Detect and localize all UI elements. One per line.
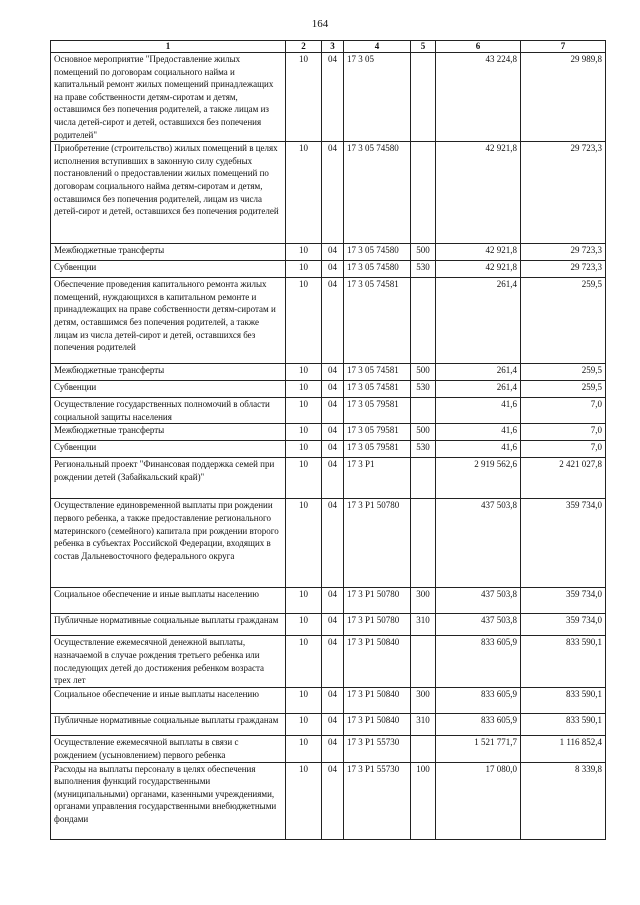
table-row <box>51 398 606 424</box>
row-name: Публичные нормативные социальные выплаты гражданам <box>51 714 286 736</box>
row-subsection: 04 <box>322 588 344 614</box>
row-amount-year-1: 261,4 <box>436 381 521 398</box>
row-section: 10 <box>286 53 322 142</box>
row-amount-year-2: 359 734,0 <box>521 614 606 636</box>
row-name: Субвенции <box>51 261 286 278</box>
row-target-article: 17 3 P1 50840 <box>344 636 411 688</box>
row-section: 10 <box>286 142 322 244</box>
row-amount-year-1: 17 080,0 <box>436 762 521 839</box>
row-subsection: 04 <box>322 441 344 458</box>
row-subsection: 04 <box>322 458 344 499</box>
row-subsection: 04 <box>322 142 344 244</box>
header-col-5: 5 <box>411 41 436 53</box>
row-name: Основное мероприятие "Предоставление жилых помещений по договорам социального найма и капитальный ремонт жилых помещений принадлежащих на праве собственности детям-сиротам и детям, оставшимся без попечения родителей, а также лицам из числа детей-сирот и детей, оставшихся без попечения родителей" <box>51 53 286 142</box>
table-row <box>51 53 606 142</box>
row-section: 10 <box>286 244 322 261</box>
header-col-1: 1 <box>51 41 286 53</box>
row-amount-year-1: 42 921,8 <box>436 142 521 244</box>
row-section: 10 <box>286 736 322 762</box>
row-section: 10 <box>286 714 322 736</box>
row-amount-year-1: 41,6 <box>436 424 521 441</box>
table-row <box>51 244 606 261</box>
row-amount-year-1: 261,4 <box>436 278 521 364</box>
row-target-article: 17 3 05 79581 <box>344 441 411 458</box>
row-amount-year-2: 29 989,8 <box>521 53 606 142</box>
table-row <box>51 458 606 499</box>
row-subsection: 04 <box>322 736 344 762</box>
row-subsection: 04 <box>322 381 344 398</box>
row-name: Осуществление государственных полномочий в области социальной защиты населения <box>51 398 286 424</box>
table-row <box>51 762 606 839</box>
row-subsection: 04 <box>322 614 344 636</box>
row-name: Обеспечение проведения капитального ремонта жилых помещений, нуждающихся в капитальном ремонте и принадлежащих на праве собственности детям-сиротам и детям, оставшимся без попечения родителей, а также лицам из числа детей-сирот и детей, оставшихся без попечения родителей <box>51 278 286 364</box>
row-section: 10 <box>286 441 322 458</box>
row-target-article: 17 3 05 <box>344 53 411 142</box>
row-section: 10 <box>286 398 322 424</box>
row-section: 10 <box>286 588 322 614</box>
row-expense-type <box>411 736 436 762</box>
row-amount-year-2: 2 421 027,8 <box>521 458 606 499</box>
table-row <box>51 688 606 714</box>
row-name: Межбюджетные трансферты <box>51 424 286 441</box>
row-section: 10 <box>286 636 322 688</box>
row-amount-year-1: 833 605,9 <box>436 714 521 736</box>
row-amount-year-2: 8 339,8 <box>521 762 606 839</box>
row-name: Социальное обеспечение и иные выплаты населению <box>51 688 286 714</box>
row-amount-year-2: 7,0 <box>521 398 606 424</box>
row-target-article: 17 3 P1 <box>344 458 411 499</box>
row-subsection: 04 <box>322 398 344 424</box>
row-amount-year-1: 437 503,8 <box>436 499 521 588</box>
header-col-4: 4 <box>344 41 411 53</box>
row-amount-year-2: 7,0 <box>521 441 606 458</box>
row-subsection: 04 <box>322 244 344 261</box>
row-section: 10 <box>286 499 322 588</box>
row-amount-year-2: 259,5 <box>521 278 606 364</box>
row-expense-type: 530 <box>411 261 436 278</box>
row-target-article: 17 3 05 74580 <box>344 261 411 278</box>
row-subsection: 04 <box>322 636 344 688</box>
row-name: Субвенции <box>51 381 286 398</box>
table-row <box>51 364 606 381</box>
row-section: 10 <box>286 688 322 714</box>
header-row <box>51 41 606 53</box>
row-section: 10 <box>286 614 322 636</box>
row-amount-year-2: 359 734,0 <box>521 588 606 614</box>
row-subsection: 04 <box>322 714 344 736</box>
table-row <box>51 714 606 736</box>
table-row <box>51 278 606 364</box>
row-expense-type: 310 <box>411 614 436 636</box>
table-row <box>51 261 606 278</box>
row-section: 10 <box>286 381 322 398</box>
row-subsection: 04 <box>322 278 344 364</box>
row-name: Приобретение (строительство) жилых помещений в целях исполнения вступивших в законную силу судебных постановлений о предоставлении жилых помещений по договорам социального найма детям-сиротам и детям, оставшимся без попечения родителей, лицам из числа детей-сирот и детей, оставшихся без попечения родителей <box>51 142 286 244</box>
row-section: 10 <box>286 458 322 499</box>
row-amount-year-2: 29 723,3 <box>521 244 606 261</box>
row-subsection: 04 <box>322 499 344 588</box>
table-row <box>51 499 606 588</box>
row-expense-type: 500 <box>411 364 436 381</box>
row-expense-type: 500 <box>411 424 436 441</box>
row-amount-year-1: 43 224,8 <box>436 53 521 142</box>
page-number: 164 <box>311 18 329 30</box>
row-expense-type <box>411 499 436 588</box>
table-row <box>51 614 606 636</box>
row-amount-year-2: 359 734,0 <box>521 499 606 588</box>
row-amount-year-1: 437 503,8 <box>436 588 521 614</box>
row-subsection: 04 <box>322 364 344 381</box>
row-section: 10 <box>286 278 322 364</box>
row-expense-type: 310 <box>411 714 436 736</box>
table-row <box>51 441 606 458</box>
row-target-article: 17 3 P1 50840 <box>344 714 411 736</box>
row-amount-year-1: 42 921,8 <box>436 244 521 261</box>
row-section: 10 <box>286 364 322 381</box>
row-amount-year-1: 2 919 562,6 <box>436 458 521 499</box>
row-amount-year-2: 259,5 <box>521 364 606 381</box>
row-expense-type <box>411 142 436 244</box>
row-amount-year-2: 1 116 852,4 <box>521 736 606 762</box>
header-col-2: 2 <box>286 41 322 53</box>
row-expense-type: 300 <box>411 688 436 714</box>
row-amount-year-1: 833 605,9 <box>436 636 521 688</box>
row-name: Расходы на выплаты персоналу в целях обеспечения выполнения функций государственными (муниципальными) органами, казенными учреждениями, органами управления государственными внебюджетными фондами <box>51 762 286 839</box>
budget-table <box>50 40 606 840</box>
row-amount-year-2: 259,5 <box>521 381 606 398</box>
row-name: Межбюджетные трансферты <box>51 244 286 261</box>
row-subsection: 04 <box>322 53 344 142</box>
row-target-article: 17 3 05 74580 <box>344 142 411 244</box>
row-amount-year-1: 1 521 771,7 <box>436 736 521 762</box>
table-row <box>51 142 606 244</box>
row-expense-type <box>411 458 436 499</box>
row-target-article: 17 3 05 74581 <box>344 364 411 381</box>
header-col-3: 3 <box>322 41 344 53</box>
row-amount-year-2: 7,0 <box>521 424 606 441</box>
row-expense-type: 100 <box>411 762 436 839</box>
table-row <box>51 381 606 398</box>
row-amount-year-1: 261,4 <box>436 364 521 381</box>
row-expense-type <box>411 53 436 142</box>
row-section: 10 <box>286 424 322 441</box>
row-subsection: 04 <box>322 261 344 278</box>
row-name: Межбюджетные трансферты <box>51 364 286 381</box>
table-row <box>51 424 606 441</box>
row-amount-year-2: 833 590,1 <box>521 714 606 736</box>
row-target-article: 17 3 05 74580 <box>344 244 411 261</box>
table-row <box>51 736 606 762</box>
table-row <box>51 588 606 614</box>
row-name: Осуществление единовременной выплаты при рождении первого ребенка, а также предоставление регионального материнского (семейного) капитала при рождении второго ребенка в субъектах Российской Федерации, входящих в состав Дальневосточного федерального округа <box>51 499 286 588</box>
row-amount-year-1: 833 605,9 <box>436 688 521 714</box>
row-target-article: 17 3 P1 50780 <box>344 588 411 614</box>
row-expense-type <box>411 398 436 424</box>
row-section: 10 <box>286 261 322 278</box>
row-amount-year-1: 42 921,8 <box>436 261 521 278</box>
row-amount-year-1: 437 503,8 <box>436 614 521 636</box>
row-expense-type: 300 <box>411 588 436 614</box>
row-target-article: 17 3 P1 50780 <box>344 614 411 636</box>
row-subsection: 04 <box>322 688 344 714</box>
row-target-article: 17 3 P1 55730 <box>344 736 411 762</box>
row-expense-type: 530 <box>411 381 436 398</box>
row-expense-type: 530 <box>411 441 436 458</box>
row-expense-type <box>411 278 436 364</box>
row-amount-year-2: 833 590,1 <box>521 636 606 688</box>
row-name: Осуществление ежемесячной денежной выплаты, назначаемой в случае рождения третьего ребенка или последующих детей до достижения ребенком возраста трех лет <box>51 636 286 688</box>
row-target-article: 17 3 05 79581 <box>344 424 411 441</box>
row-name: Социальное обеспечение и иные выплаты населению <box>51 588 286 614</box>
table-row <box>51 636 606 688</box>
row-name: Региональный проект "Финансовая поддержка семей при рождении детей (Забайкальский край)" <box>51 458 286 499</box>
row-subsection: 04 <box>322 762 344 839</box>
row-target-article: 17 3 05 79581 <box>344 398 411 424</box>
row-name: Субвенции <box>51 441 286 458</box>
row-name: Осуществление ежемесячной выплаты в связи с рождением (усыновлением) первого ребенка <box>51 736 286 762</box>
row-amount-year-1: 41,6 <box>436 441 521 458</box>
row-name: Публичные нормативные социальные выплаты гражданам <box>51 614 286 636</box>
row-target-article: 17 3 05 74581 <box>344 278 411 364</box>
header-col-7: 7 <box>521 41 606 53</box>
row-amount-year-2: 29 723,3 <box>521 261 606 278</box>
row-target-article: 17 3 P1 50780 <box>344 499 411 588</box>
row-target-article: 17 3 P1 50840 <box>344 688 411 714</box>
row-amount-year-1: 41,6 <box>436 398 521 424</box>
row-section: 10 <box>286 762 322 839</box>
row-subsection: 04 <box>322 424 344 441</box>
header-col-6: 6 <box>436 41 521 53</box>
row-expense-type <box>411 636 436 688</box>
row-amount-year-2: 29 723,3 <box>521 142 606 244</box>
row-target-article: 17 3 05 74581 <box>344 381 411 398</box>
row-target-article: 17 3 P1 55730 <box>344 762 411 839</box>
row-expense-type: 500 <box>411 244 436 261</box>
row-amount-year-2: 833 590,1 <box>521 688 606 714</box>
